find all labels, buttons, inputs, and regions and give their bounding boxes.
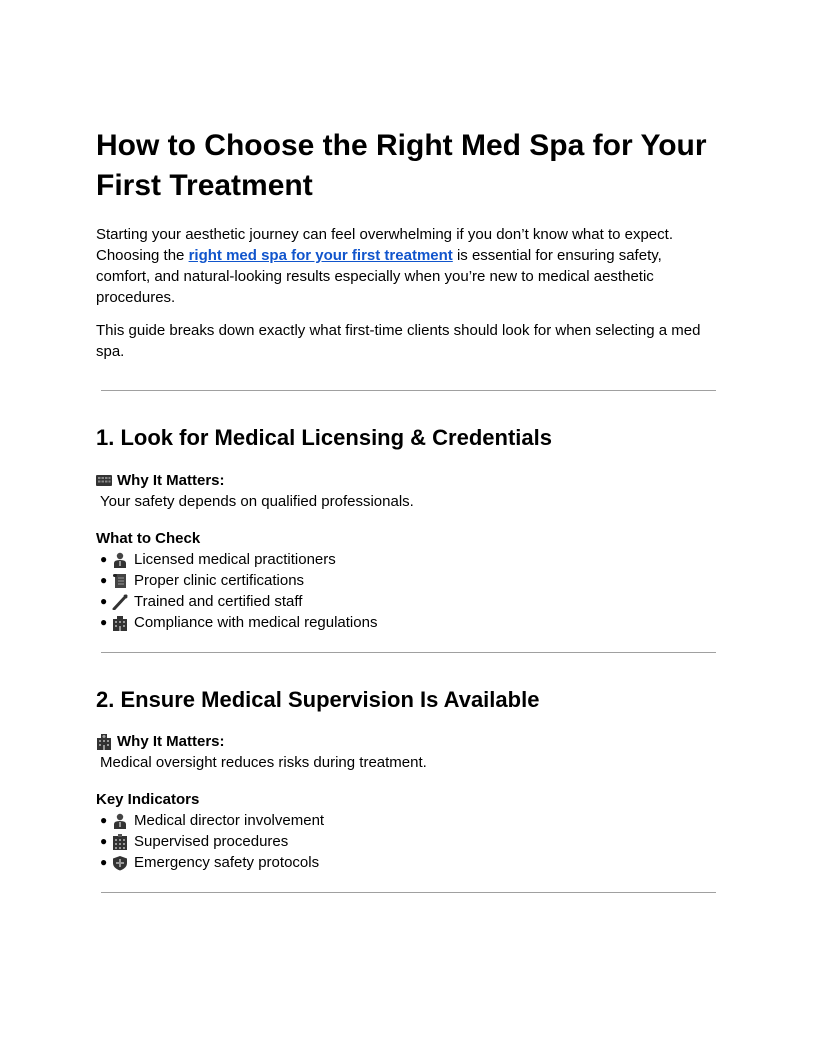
- scroll-icon: [112, 573, 128, 589]
- item-text: Licensed medical practitioners: [134, 551, 336, 568]
- why-it-matters-text: Your safety depends on qualified professionals.: [100, 493, 414, 510]
- list-item: [96, 831, 720, 852]
- list-item: [96, 591, 720, 612]
- bullet: ●: [100, 573, 108, 587]
- intro-text-before-link: Starting your aesthetic journey can feel overwhelming if you don’t know what to expect. Choosing the: [96, 226, 673, 264]
- item-text: Compliance with medical regulations: [134, 614, 378, 631]
- section-divider: [101, 892, 716, 893]
- intro-text-after-link: is essential for ensuring safety, comfort, and natural-looking results especially when you’re new to medical aesthetic procedures.: [96, 247, 662, 306]
- section-divider: [101, 652, 716, 653]
- med-spa-link[interactable]: right med spa for your first treatment: [188, 247, 453, 264]
- why-it-matters-text: Medical oversight reduces risks during treatment.: [100, 754, 427, 771]
- item-text: Proper clinic certifications: [134, 572, 305, 589]
- clipboard-icon: [112, 834, 128, 850]
- section-divider: [101, 390, 716, 391]
- bullet: ●: [100, 813, 108, 827]
- why-label-text: Why It Matters:: [117, 472, 225, 489]
- list-title: Key Indicators: [96, 791, 200, 808]
- section-heading: 1. Look for Medical Licensing & Credentials: [96, 425, 552, 450]
- building-icon: [112, 615, 128, 631]
- hospital-icon: [96, 734, 112, 750]
- doctor-icon: [112, 552, 128, 568]
- doctor-icon: [112, 813, 128, 829]
- bullet: ●: [100, 594, 108, 608]
- grid-icon: [96, 473, 112, 489]
- indicator-list: [96, 810, 720, 873]
- list-item: [96, 810, 720, 831]
- why-it-matters-label: [96, 470, 720, 491]
- bullet: ●: [100, 834, 108, 848]
- check-list: [96, 549, 720, 633]
- intro-paragraph-1: [96, 224, 720, 308]
- list-item: [96, 612, 720, 633]
- bullet: ●: [100, 855, 108, 869]
- section-heading: 2. Ensure Medical Supervision Is Available: [96, 687, 540, 712]
- why-label-text: Why It Matters:: [117, 733, 225, 750]
- syringe-icon: [112, 594, 128, 610]
- page-title: How to Choose the Right Med Spa for Your First Treatment: [96, 129, 707, 202]
- list-item: [96, 852, 720, 873]
- item-text: Medical director involvement: [134, 812, 325, 829]
- item-text: Trained and certified staff: [134, 593, 303, 610]
- intro-paragraph-2: This guide breaks down exactly what first-time clients should look for when selecting a med spa.: [96, 322, 701, 360]
- item-text: Supervised procedures: [134, 833, 289, 850]
- bullet: ●: [100, 615, 108, 629]
- shield-icon: [112, 855, 128, 871]
- document-page: [96, 126, 720, 893]
- section-supervision: [96, 686, 720, 873]
- item-text: Emergency safety protocols: [134, 854, 320, 871]
- list-item: [96, 549, 720, 570]
- why-it-matters-label: [96, 731, 720, 752]
- bullet: ●: [100, 552, 108, 566]
- list-title: What to Check: [96, 530, 201, 547]
- section-licensing: [96, 424, 720, 633]
- list-item: [96, 570, 720, 591]
